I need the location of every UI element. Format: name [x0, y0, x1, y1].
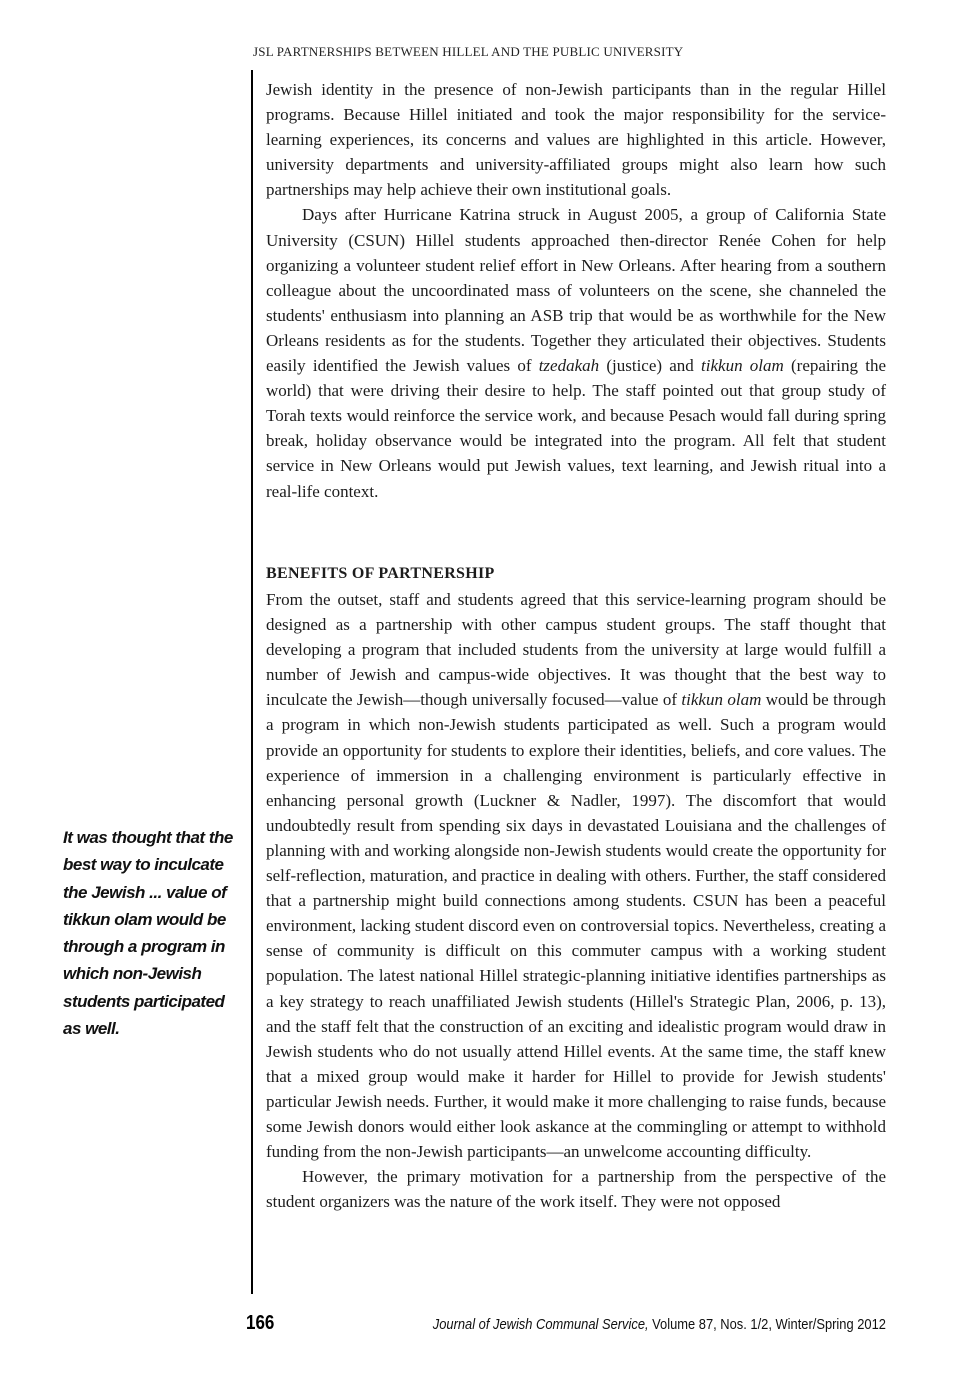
- intro-paragraph-2: [266, 202, 886, 503]
- running-head: JSL PARTNERSHIPS BETWEEN HILLEL AND THE PUBLIC UNIVERSITY: [253, 44, 684, 59]
- column-rule: [251, 70, 253, 1294]
- section-heading: BENEFITS OF PARTNERSHIP: [266, 565, 495, 582]
- benefits-section: [266, 563, 886, 1214]
- section-paragraph-1: [266, 587, 886, 1164]
- page-number: 166: [246, 1312, 275, 1334]
- italic-term-tikkun-olam: tikkun olam: [701, 356, 784, 376]
- intro-text-block: [266, 77, 886, 504]
- italic-term-tzedakah: tzedakah: [538, 356, 600, 376]
- pull-quote: It was thought that the best way to inculcate the Jewish ... value of tikkun olam would be through a program in which non-Jewish students participated as well.: [63, 828, 233, 1039]
- italic-term-tikkun-olam: tikkun olam: [681, 690, 762, 710]
- text-run: From the outset, staff and students agreed that this service-learning program should be designed as a partnership with other campus student groups. The staff thought that developing a program that included students from the university at large would fulfill a number of Jewish and campus-wide objectives. It was thought that the best way to inculcate the Jewish—though universally focused—value of: [266, 590, 886, 710]
- text-run: would be through a program in which non-Jewish students participated as well. Such a program would provide an opportunity for students to explore their identities, beliefs, and core values. The experience of immersion in a challenging environment is particularly effective in enhancing personal growth (Luckner & Nadler, 1997). The discomfort that would undoubtedly result from spending six days in devastated Louisiana and the challenges of planning with and working alongside non-Jewish students would create the opportunity for self-reflection, maturation, and practice in dealing with others. Further, the staff considered that a partnership might build connections among students. CSUN has been a peaceful environment, lacking student discord even on controversial topics. Nevertheless, creating a sense of community is difficult on this commuter campus with a working student population. The latest national Hillel strategic-planning initiative identifies partnerships as a key strategy to reach unaffiliated Jewish students (Hillel's Strategic Plan, 2006, p. 13), and the staff felt that the construction of an exciting and idealistic program would draw in Jewish students who do not usually attend Hillel events. At the same time, the staff knew that a mixed group would make it harder for Hillel to provide for Jewish students' particular Jewish needs. Further, it would make it more challenging to raise funds, because some Jewish donors would either look askance at the commingling or attempt to withhold funding from the non-Jewish participants—an unwelcome accounting difficulty.: [266, 690, 887, 1162]
- text-run: Days after Hurricane Katrina struck in August 2005, a group of California State University (CSUN) Hillel students approached then-director Renée Cohen for help organizing a volunteer student relief effort in New Orleans. After hearing from a southern colleague about the uncoordinated mass of volunteers on the scene, she channeled the students' enthusiasm into planning an ASB trip that would be as worthwhile for the New Orleans residents as for the students. Together they articulated their objectives. Students easily identified the Jewish values of: [266, 205, 886, 376]
- journal-title: Journal of Jewish Communal Service,: [432, 1316, 649, 1333]
- text-run: (justice) and: [599, 356, 702, 376]
- journal-issue: Volume 87, Nos. 1/2, Winter/Spring 2012: [648, 1316, 886, 1333]
- section-paragraph-2: However, the primary motivation for a partnership from the perspective of the student organizers was the nature of the work itself. They were not opposed: [266, 1167, 886, 1212]
- text-run: (repairing the world) that were driving their desire to help. The staff pointed out that group study of Torah texts would reinforce the service work, and because Pesach would fall during spring break, holiday observance would be integrated into the program. All felt that student service in New Orleans would put Jewish values, text learning, and Jewish ritual into a real-life context.: [266, 356, 886, 501]
- journal-citation: [433, 1316, 886, 1333]
- intro-paragraph-1: Jewish identity in the presence of non-Jewish participants than in the regular Hillel programs. Because Hillel initiated and took the major responsibility for the service-learning experiences, its concerns and values are highlighted in this article. However, university departments and university-affiliated groups might also learn how such partnerships may help achieve their own institutional goals.: [266, 80, 886, 200]
